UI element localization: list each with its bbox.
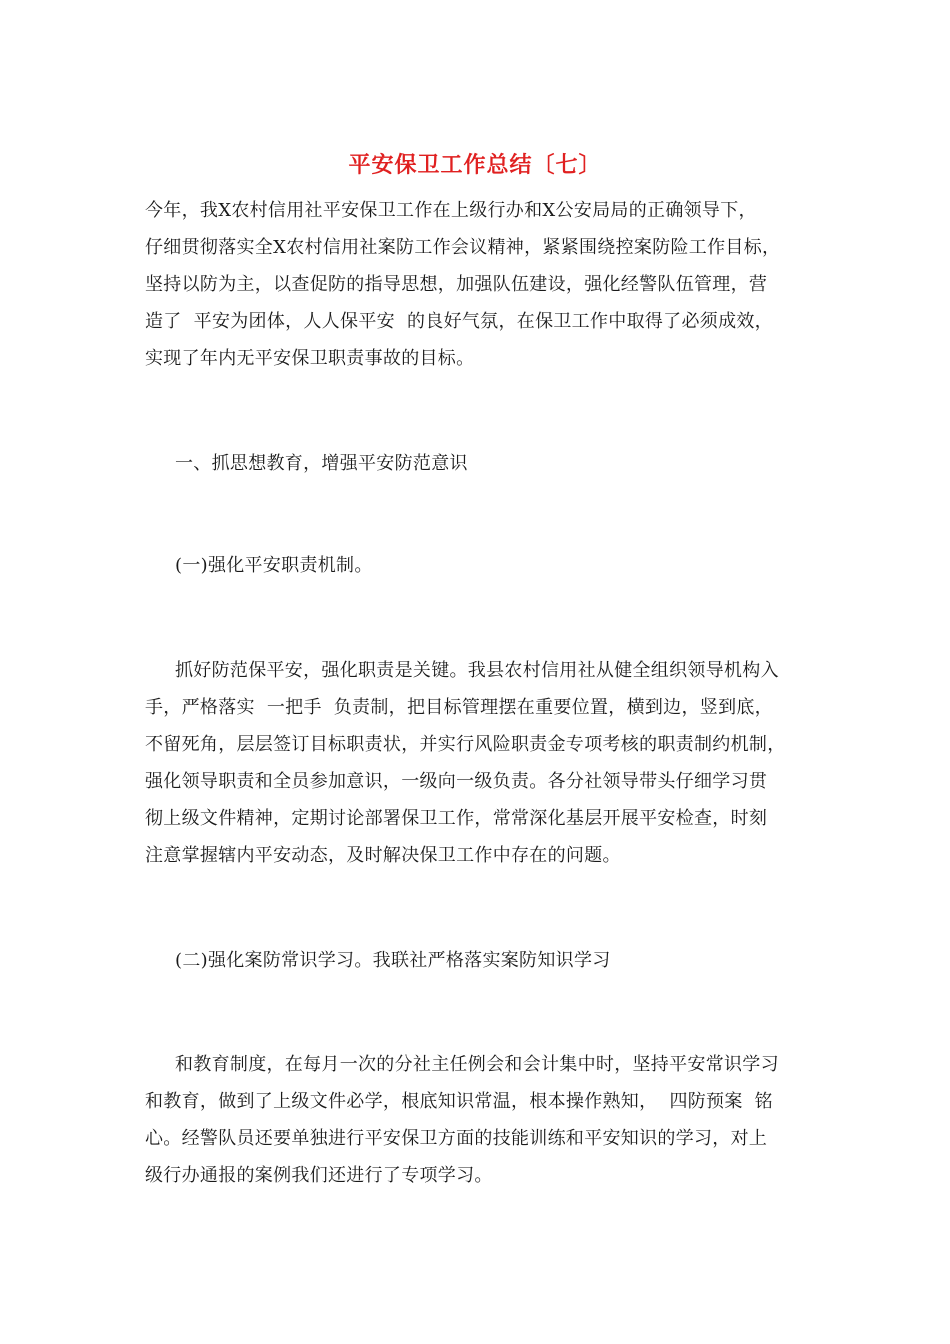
- paragraph-1-line: 造了 平安为团体，人人保平安 的良好气氛，在保卫工作中取得了必须成效，: [145, 311, 773, 332]
- paragraph-3-line: 和教育制度，在每月一次的分社主任例会和会计集中时，坚持平安常识学习: [175, 1054, 779, 1075]
- paragraph-2-line: 手，严格落实 一把手 负责制，把目标管理摆在重要位置，横到边，竖到底，: [145, 697, 773, 718]
- paragraph-3-line: 和教育，做到了上级文件必学，根底知识常温，根本操作熟知， 四防预案 铭: [145, 1091, 773, 1112]
- paragraph-2-line: 不留死角，层层签订目标职责状，并实行风险职责金专项考核的职责制约机制，: [145, 734, 786, 755]
- subsection-heading-1: (一)强化平安职责机制。: [175, 555, 373, 576]
- paragraph-3-line: 级行办通报的案例我们还进行了专项学习。: [145, 1165, 493, 1186]
- paragraph-2-line: 强化领导职责和全员参加意识，一级向一级负责。各分社领导带头仔细学习贯: [145, 771, 768, 792]
- paragraph-1-line: 坚持以防为主，以查促防的指导思想，加强队伍建设，强化经警队伍管理，营: [145, 274, 768, 295]
- paragraph-2-line: 彻上级文件精神，定期讨论部署保卫工作，常常深化基层开展平安检查，时刻: [145, 808, 768, 829]
- paragraph-3-line: 心。经警队员还要单独进行平安保卫方面的技能训练和平安知识的学习，对上: [145, 1128, 768, 1149]
- paragraph-1-line: 仔细贯彻落实全X农村信用社案防工作会议精神，紧紧围绕控案防险工作目标，: [145, 237, 781, 258]
- paragraph-2-line: 抓好防范保平安，强化职责是关键。我县农村信用社从健全组织领导机构入: [175, 660, 779, 681]
- paragraph-2-line: 注意掌握辖内平安动态，及时解决保卫工作中存在的问题。: [145, 845, 621, 866]
- paragraph-1-line: 今年，我X农村信用社平安保卫工作在上级行办和X公安局局的正确领导下，: [145, 200, 757, 221]
- subsection-heading-2: (二)强化案防常识学习。我联社严格落实案防知识学习: [175, 950, 611, 971]
- section-heading-1: 一、抓思想教育，增强平安防范意识: [175, 453, 468, 474]
- paragraph-1-line: 实现了年内无平安保卫职责事故的目标。: [145, 348, 475, 369]
- document-title: 平安保卫工作总结〔七〕: [348, 152, 602, 178]
